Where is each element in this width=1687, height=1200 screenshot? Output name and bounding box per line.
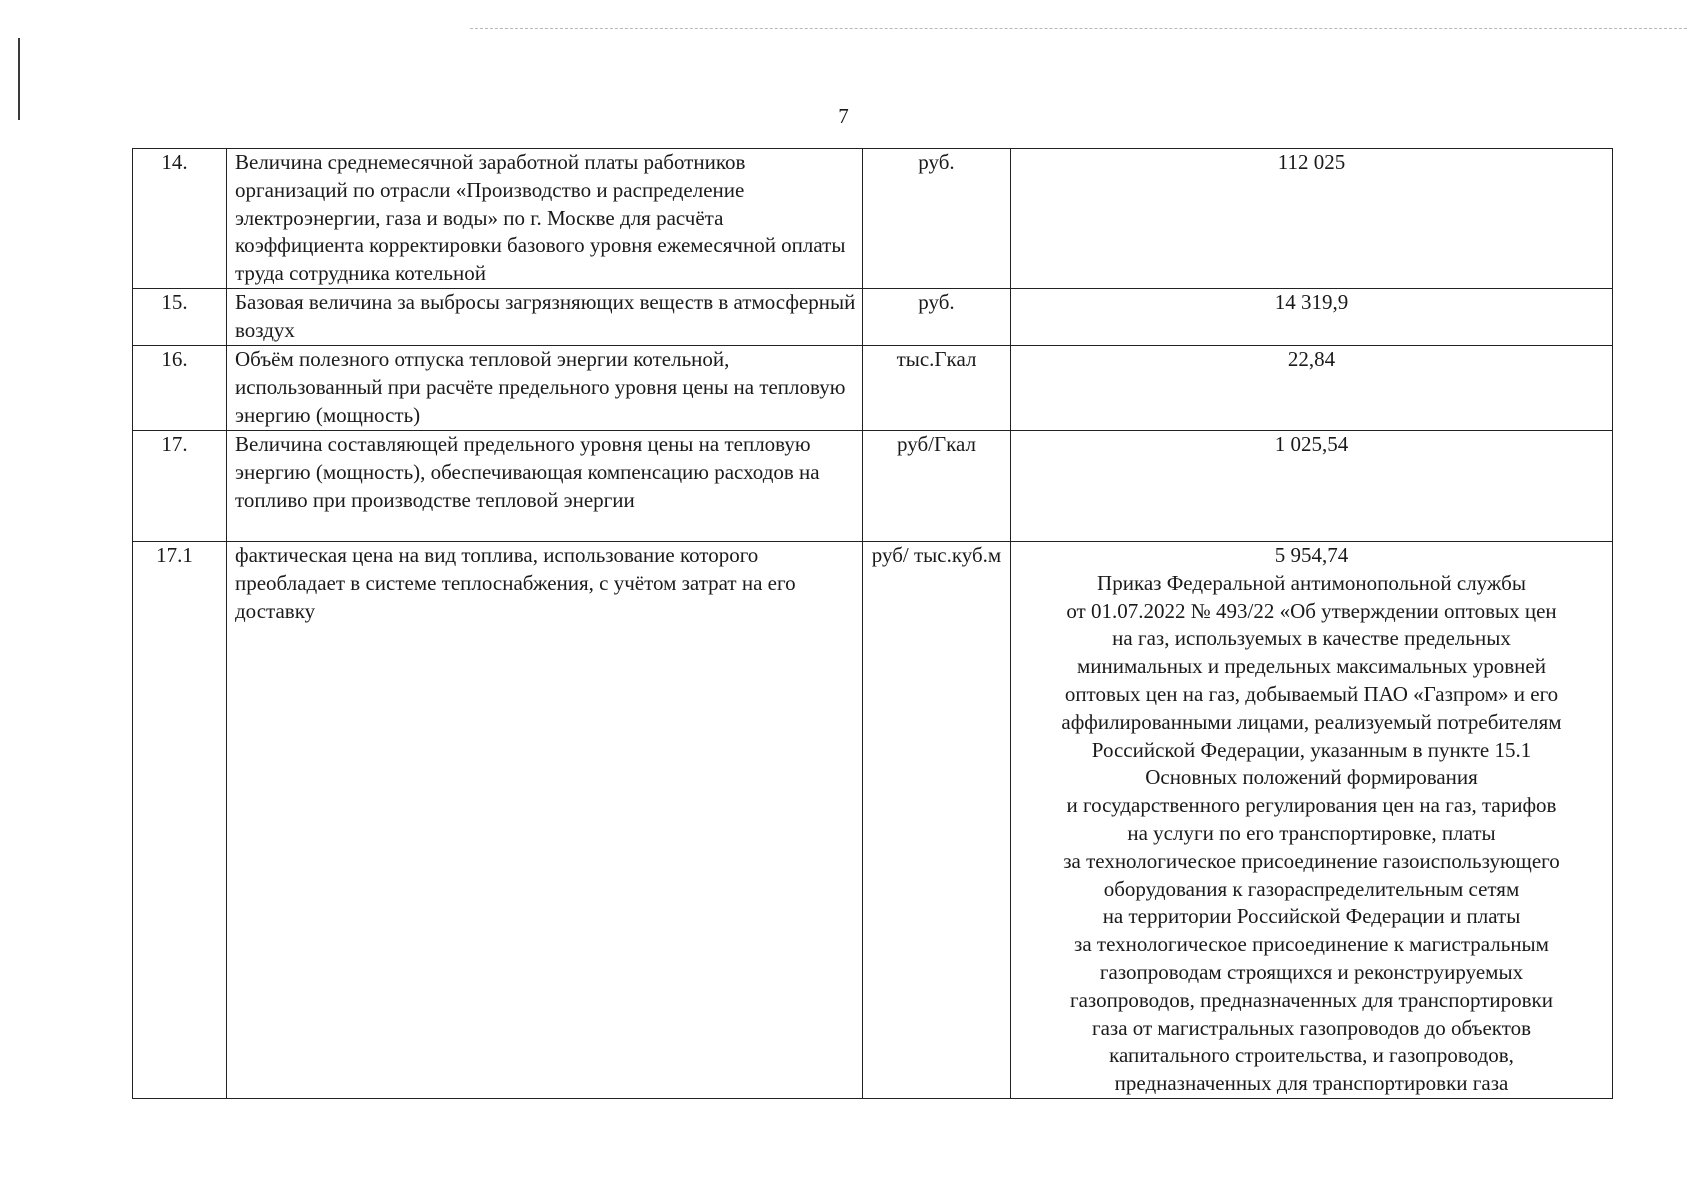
legal-basis-line: и государственного регулирования цен на газ, тарифов <box>1066 793 1557 818</box>
page-number: 7 <box>838 104 849 128</box>
legal-basis-line: Приказ Федеральной антимонопольной службы <box>1097 570 1526 595</box>
row-number: 14. <box>133 149 227 289</box>
table-row <box>133 288 1613 345</box>
row-value: 5 954,74 <box>1274 542 1349 567</box>
table-row <box>133 430 1613 541</box>
legal-basis-line: на услуги по его транспортировке, платы <box>1127 820 1496 845</box>
legal-basis-line: газа от магистральных газопроводов до объектов <box>1091 1015 1532 1040</box>
legal-basis-line: оборудования к газораспределительным сетям <box>1103 876 1520 901</box>
legal-basis-line: Российской Федерации, указанным в пункте 15.1 <box>1091 737 1532 762</box>
legal-basis-line: газопроводов, предназначенных для транспортировки <box>1070 987 1553 1012</box>
row-description: Величина составляющей предельного уровня цены на тепловую энергию (мощность), обеспечивающая компенсацию расходов на топливо при производстве тепловой энергии <box>227 430 863 541</box>
legal-basis-line: на территории Российской Федерации и платы <box>1102 904 1521 929</box>
row-value: 14 319,9 <box>1011 288 1613 345</box>
row-value: 22,84 <box>1011 345 1613 430</box>
legal-basis-line: предназначенных для транспортировки газа <box>1114 1071 1509 1096</box>
row-number: 17.1 <box>133 541 227 1098</box>
legal-basis-line: капитального строительства, и газопроводов, <box>1109 1043 1514 1068</box>
legal-basis-line: за технологическое присоединение газоиспользующего <box>1063 848 1560 873</box>
scan-top-rule <box>470 28 1687 29</box>
row-unit: руб/Гкал <box>863 430 1011 541</box>
legal-basis-line: газопроводам строящихся и реконструируемых <box>1099 959 1524 984</box>
row-number: 16. <box>133 345 227 430</box>
table-row <box>133 149 1613 289</box>
row-value: 1 025,54 <box>1011 430 1613 541</box>
legal-basis-line: оптовых цен на газ, добываемый ПАО «Газпром» и его <box>1064 681 1559 706</box>
legal-basis-line: аффилированными лицами, реализуемый потребителям <box>1061 709 1562 734</box>
parameters-table <box>132 148 1613 1099</box>
legal-basis-line: от 01.07.2022 № 493/22 «Об утверждении оптовых цен <box>1066 598 1557 623</box>
legal-basis-line: минимальных и предельных максимальных уровней <box>1077 654 1546 679</box>
row-description: Объём полезного отпуска тепловой энергии котельной, использованный при расчёте предельного уровня цены на тепловую энергию (мощность) <box>227 345 863 430</box>
legal-basis-line: за технологическое присоединение к магистральным <box>1074 932 1549 957</box>
table-row <box>133 541 1613 1098</box>
table-row <box>133 345 1613 430</box>
row-description: Базовая величина за выбросы загрязняющих веществ в атмосферный воздух <box>227 288 863 345</box>
row-unit: руб/ тыс.куб.м <box>863 541 1011 1098</box>
row-value-cell <box>1011 541 1613 1098</box>
row-description: фактическая цена на вид топлива, использование которого преобладает в системе теплоснабжения, с учётом затрат на его доставку <box>227 541 863 1098</box>
legal-basis-line: Основных положений формирования <box>1145 765 1478 790</box>
row-unit: тыс.Гкал <box>863 345 1011 430</box>
row-number: 17. <box>133 430 227 541</box>
row-value: 112 025 <box>1011 149 1613 289</box>
row-number: 15. <box>133 288 227 345</box>
row-unit: руб. <box>863 149 1011 289</box>
row-description: Величина среднемесячной заработной платы работников организаций по отрасли «Производство и распределение электроэнергии, газа и воды» по г. Москве для расчёта коэффициента корректировки базового уровня ежемесячной оплаты труда сотрудника котельной <box>227 149 863 289</box>
legal-basis-line: на газ, используемых в качестве предельных <box>1112 626 1511 651</box>
row-unit: руб. <box>863 288 1011 345</box>
